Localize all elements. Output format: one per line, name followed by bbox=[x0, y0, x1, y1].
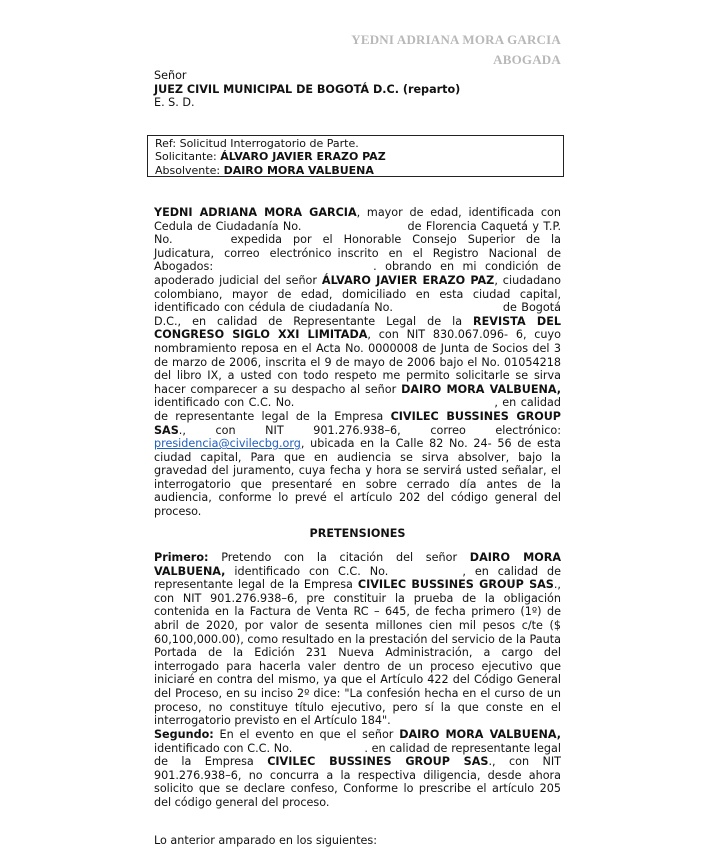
segundo-label: Segundo: bbox=[154, 728, 214, 741]
absolvente-line bbox=[155, 164, 563, 177]
solicitante-label: Solicitante: bbox=[155, 150, 221, 164]
intro-text: ., con NIT 901.276.938–6, correo electrónico: bbox=[178, 423, 561, 437]
pretension-text: identificado con C.C. No. bbox=[225, 564, 389, 578]
absolvente-name: DAIRO MORA VALBUENA, bbox=[399, 728, 561, 741]
intro-text: , en calidad de representante legal de la Empresa bbox=[154, 396, 561, 423]
intro-text: inscrito en el Registro Nacional de Abogados: bbox=[154, 246, 561, 274]
intro-text: expedida por el Honorable Consejo Superior de la Judicatura, correo electrónico bbox=[154, 233, 561, 260]
letterhead-name: YEDNI ADRIANA MORA GARCIA bbox=[351, 32, 561, 47]
intro-text: identificado con C.C. No. bbox=[154, 396, 295, 410]
pretension-text: ., con NIT 901.276.938–6, no concurra a la respectiva diligencia, desde ahora solicito que se declare confeso, Conforme lo prescribe el artículo 205 del código general del proceso. bbox=[154, 755, 561, 809]
solicitante-line bbox=[155, 150, 563, 163]
attorney-name: YEDNI ADRIANA MORA GARCIA bbox=[154, 206, 357, 219]
pretension-text: En el evento en que el señor bbox=[213, 728, 400, 741]
absolvente-label: Absolvente: bbox=[155, 163, 224, 177]
intro-text: , con NIT 830.067.096- 6, cuyo nombramiento reposa en el Acta No. 0000008 de Junta de Socios del 3 de marzo de 2006, inscrita el 9 de mayo de 2006 bajo el No. 01054218 del libro IX, a usted con todo respeto me permito solicitarle se sirva hacer comparecer a su despacho al señor bbox=[154, 328, 561, 396]
letterhead-title: ABOGADA bbox=[493, 52, 561, 67]
pretension-text: ., con NIT 901.276.938–6, pre constituir la prueba de la obligación contenida en la Factura de Venta RC – 645, de fecha primero (1º) de abril de 2020, por valor de sesenta millones cien mil pesos c/te ($ 60,100,000.00), como resultado en la prestación del servicio de la Pauta Portada de la Edición 231 Nueva Administración, a cargo del interrogado para hacerla valer dentro de un proceso ejecutivo que iniciaré en contra del mismo, ya que el Artículo 422 del Código General del Proceso, en su inciso 2º dice: "La confesión hecha en el curso de un proceso, no constituye título ejecutivo, pero sí la que conste en el interrogatorio previsto en el Artículo 184". bbox=[154, 578, 561, 728]
client-name: ÁLVARO JAVIER ERAZO PAZ bbox=[321, 273, 495, 287]
pretension-text: . en calidad de representante legal de la Empresa bbox=[154, 741, 561, 769]
intro-text: , mayor de edad, identificada con Cedula de Ciudadanía No. bbox=[154, 206, 561, 233]
company-name: REVISTA DEL CONGRESO SIGLO XXI LIMITADA bbox=[154, 314, 561, 342]
absolvente-name: DAIRO MORA VALBUENA, bbox=[154, 551, 561, 578]
pretension-text: , en calidad de representante legal de la Empresa bbox=[154, 564, 561, 592]
intro-text: , ciudadano colombiano, mayor de edad, domiciliado en esta ciudad capital, identificado con cédula de ciudadanía No. bbox=[154, 273, 562, 315]
primero-label: Primero: bbox=[154, 551, 209, 564]
pretension-primero bbox=[154, 551, 561, 728]
recipient: JUEZ CIVIL MUNICIPAL DE BOGOTÁ D.C. (reparto) bbox=[154, 82, 461, 96]
pretension-text: identificado con C.C. No. bbox=[154, 741, 293, 755]
intro-paragraph bbox=[154, 206, 561, 519]
salutation: Señor bbox=[154, 69, 187, 82]
pretensiones-heading: PRETENSIONES bbox=[309, 527, 406, 540]
email-link[interactable]: presidencia@civilecbg.org bbox=[154, 437, 301, 451]
company-name: CIVILEC BUSSINES GROUP SAS bbox=[357, 578, 554, 592]
reference-line: Ref: Solicitud Interrogatorio de Parte. bbox=[155, 137, 359, 150]
reference-box bbox=[147, 135, 564, 177]
esd-line: E. S. D. bbox=[154, 96, 195, 110]
solicitante-value: ÁLVARO JAVIER ERAZO PAZ bbox=[220, 150, 386, 164]
intro-text: , ubicada en la Calle 82 No. 24- 56 de esta ciudad capital, Para que en audiencia se sirva absolver, bajo la gravedad del juramento, cuya fecha y hora se servirá usted señalar, el interrogatorio que presentaré en sobre cerrado día antes de la audiencia, conforme lo prevé el artículo 202 del código general del proceso. bbox=[154, 437, 561, 519]
company-name: CIVILEC BUSSINES GROUP SAS bbox=[267, 755, 489, 769]
closing-line: Lo anterior amparado en los siguientes: bbox=[154, 834, 377, 847]
pretension-segundo bbox=[154, 728, 561, 810]
intro-text: de Florencia Caquetá y T.P. No. bbox=[154, 219, 562, 247]
intro-text: . obrando en mi condición de apoderado judicial del señor bbox=[154, 260, 561, 287]
addressee-block bbox=[154, 69, 460, 110]
absolvente-value: DAIRO MORA VALBUENA bbox=[223, 163, 374, 177]
company-name: CIVILEC BUSSINES GROUP SAS bbox=[154, 409, 561, 437]
intro-text: de Bogotá D.C., en calidad de Representante Legal de la bbox=[154, 301, 561, 328]
letterhead bbox=[351, 30, 561, 70]
pretension-text: Pretendo con la citación del señor bbox=[208, 551, 470, 564]
absolvente-name: DAIRO MORA VALBUENA, bbox=[401, 382, 561, 396]
